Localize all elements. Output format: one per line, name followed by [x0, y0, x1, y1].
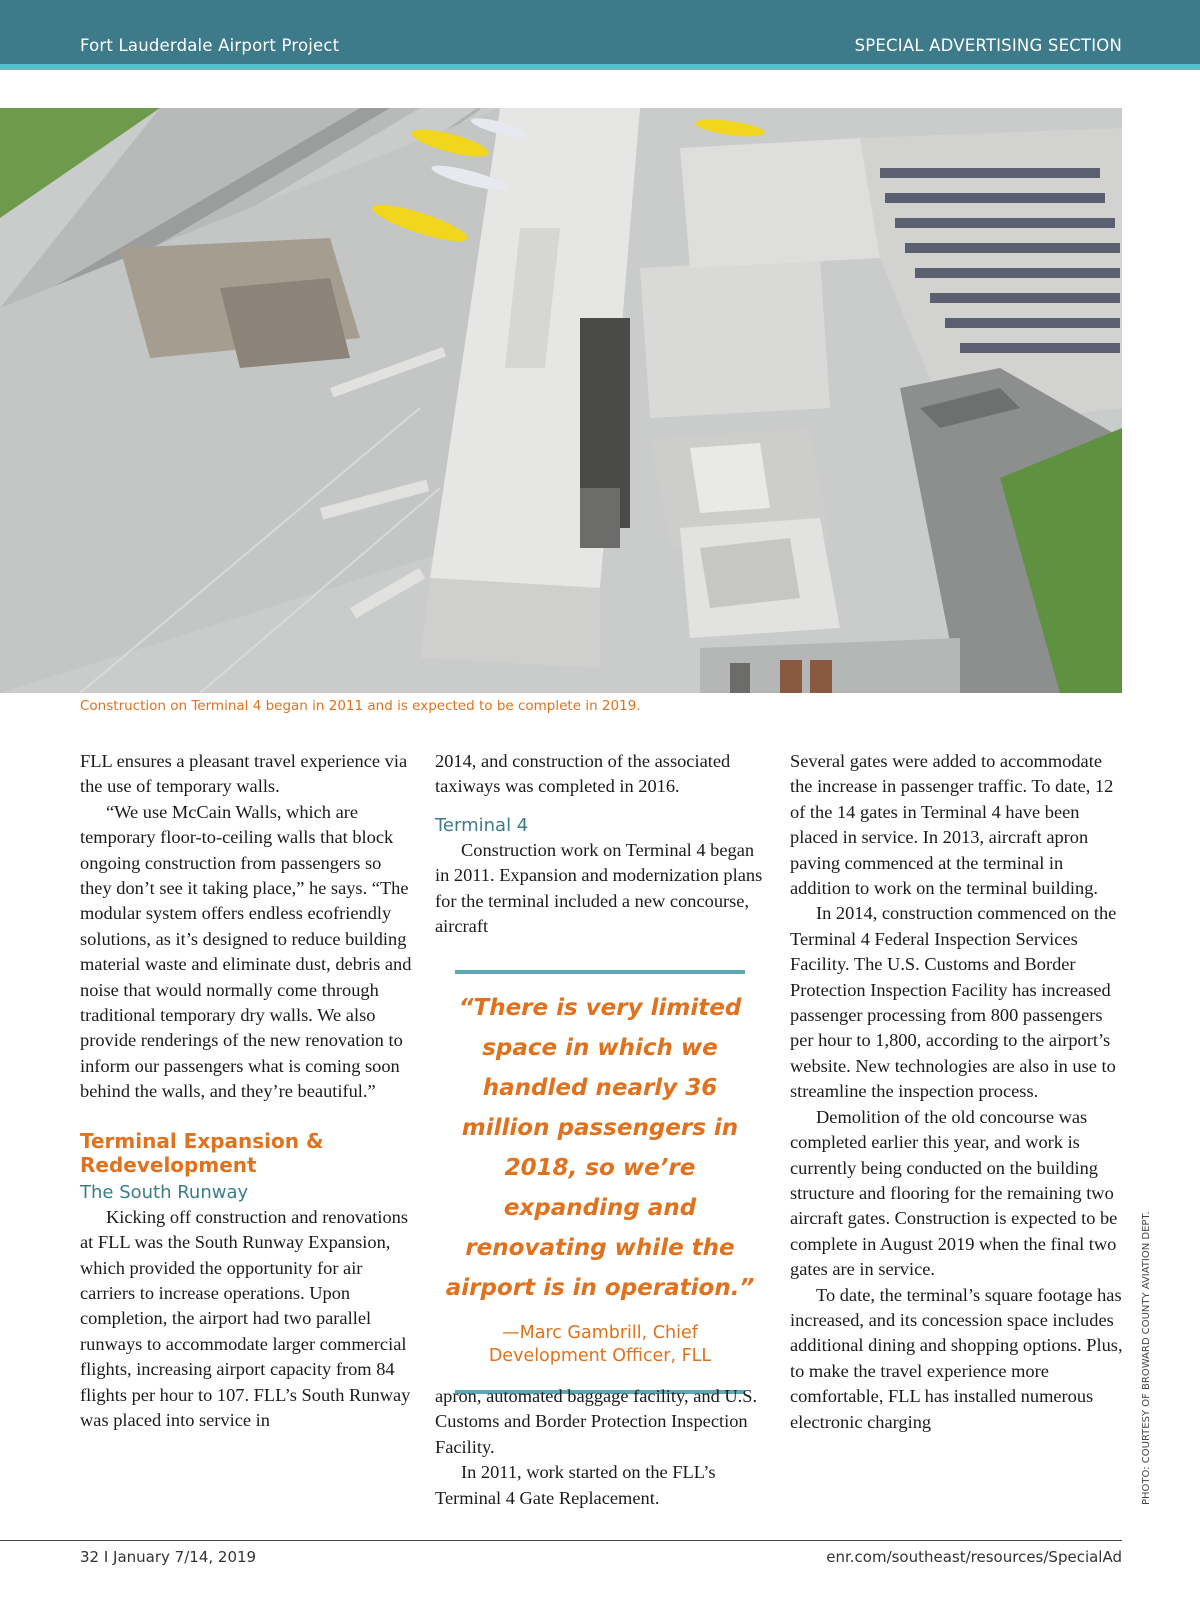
photo-caption: Construction on Terminal 4 began in 2011 and is expected to be complete in 2019. — [80, 698, 641, 714]
heading-terminal-expansion: Terminal Expansion & Redevelopment — [80, 1128, 324, 1177]
paragraph: FLL ensures a pleasant travel experience via the use of temporary walls. — [80, 751, 408, 797]
pull-quote-attribution: —Marc Gambrill, Chief Development Officer, FLL — [488, 1323, 712, 1366]
paragraph: Demolition of the old concourse was completed earlier this year, and work is currently being conducted on the building structure and flooring for the remaining two aircraft gates. Construction is expected to be complete in August 2019 when the final two gates are in service. — [790, 1106, 1118, 1280]
column-2 — [435, 749, 765, 939]
paragraph: Construction work on Terminal 4 began in 2011. Expansion and modernization plans for the terminal included a new concourse, aircraft — [435, 839, 763, 937]
paragraph: In 2014, construction commenced on the Terminal 4 Federal Inspection Services Facility. The U.S. Customs and Border Protection Inspection Facility has increased passenger processing from 800 passengers per hour to 1,800, according to the airport’s website. New technologies are also in use to streamline the inspection process. — [790, 903, 1117, 1102]
column-3 — [790, 749, 1125, 1435]
paragraph: 2014, and construction of the associated taxiways was completed in 2016. — [435, 751, 731, 797]
paragraph: apron, automated baggage facility, and U.S. Customs and Border Protection Inspection Facility. — [435, 1386, 758, 1457]
page-number-date: 32 I January 7/14, 2019 — [80, 1548, 257, 1566]
subheading-south-runway: The South Runway — [80, 1181, 249, 1203]
page-header — [0, 0, 1200, 70]
photo-credit: PHOTO: COURTESY OF BROWARD COUNTY AVIATION DEPT. — [1141, 1211, 1152, 1505]
advertising-label: SPECIAL ADVERTISING SECTION — [854, 36, 1122, 55]
paragraph: “We use McCain Walls, which are temporary floor-to-ceiling walls that block ongoing construction from passengers so they don’t see it taking place,” he says. “The modular system offers endless ecofriendly solutions, as it’s designed to reduce building material waste and eliminate dust, debris and noise that would normally come through traditional temporary dry walls. We also provide renderings of the new renovation to inform our passengers what is coming soon behind the walls, and they’re beautiful.” — [80, 801, 412, 1102]
pull-quote — [445, 970, 755, 1394]
section-title: Fort Lauderdale Airport Project — [80, 36, 340, 55]
paragraph: Several gates were added to accommodate the increase in passenger traffic. To date, 12 of the 14 gates in Terminal 4 have been placed in service. In 2013, aircraft apron paving commenced at the terminal in addition to work on the terminal building. — [790, 751, 1114, 899]
pull-quote-text: “There is very limited space in which we handled nearly 36 million passengers in 2018, so we’re expanding and renovating while the airport is in operation.” — [445, 995, 755, 1301]
column-1 — [80, 749, 415, 1433]
footer-url: enr.com/southeast/resources/SpecialAd — [826, 1548, 1122, 1566]
paragraph: Kicking off construction and renovations at FLL was the South Runway Expansion, which provided the opportunity for air carriers to increase operations. Upon completion, the airport had two parallel runways to accommodate larger commercial flights, increasing airport capacity from 84 flights per hour to 107. FLL’s South Runway was placed into service in — [80, 1206, 411, 1430]
footer-divider — [0, 1540, 1122, 1541]
paragraph: In 2011, work started on the FLL’s Terminal 4 Gate Replacement. — [435, 1462, 716, 1508]
subheading-terminal-4: Terminal 4 — [435, 814, 529, 836]
paragraph: To date, the terminal’s square footage has increased, and its concession space includes additional dining and shopping options. Plus, to make the travel experience more comfortable, FLL has installed numerous electronic charging — [790, 1284, 1123, 1432]
column-2-continued — [435, 1384, 765, 1511]
aerial-photo-illustration — [0, 108, 1122, 693]
aerial-photo-terminal-4 — [0, 108, 1122, 693]
